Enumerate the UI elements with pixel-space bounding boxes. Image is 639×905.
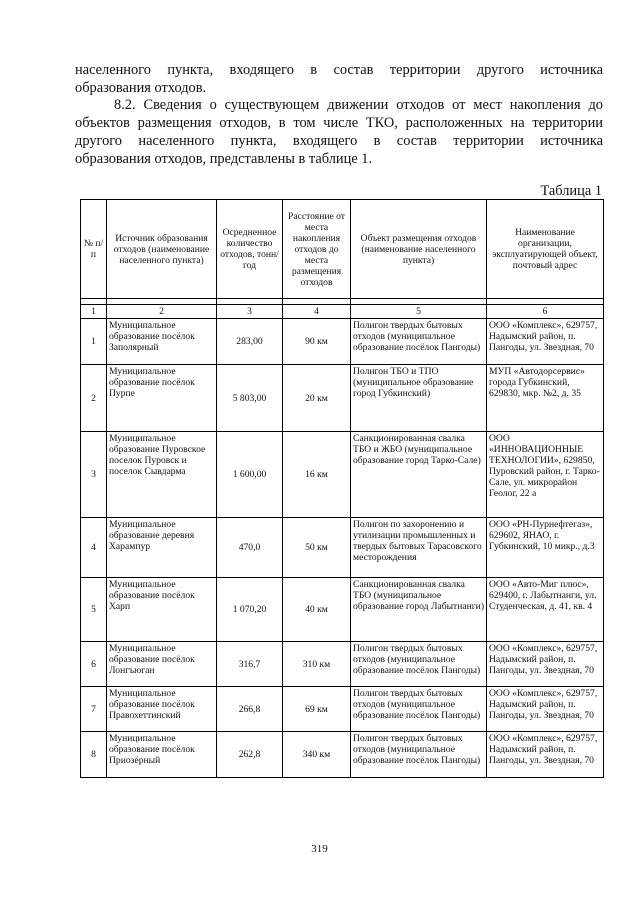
amount-cell: 262,8 (217, 732, 283, 778)
disposal-object-cell: Полигон твердых бытовых отходов (муниципальное образование посёлок Пангоды) (351, 642, 487, 687)
organization-cell: ООО «Комплекс», 629757, Надымский район, п. Пангоды, ул. Звездная, 70 (487, 732, 604, 778)
disposal-object-cell: Полигон твердых бытовых отходов (муниципальное образование посёлок Пангоды) (351, 319, 487, 365)
table-row (81, 732, 604, 778)
distance-cell: 20 км (283, 365, 351, 432)
amount-cell: 470,0 (217, 518, 283, 578)
header-cell: Осредненное количество отходов, тонн/год (217, 200, 283, 299)
disposal-object-cell: Полигон твердых бытовых отходов (муниципальное образование посёлок Пангоды) (351, 732, 487, 778)
header-cell: Объект размещения отходов (наименование населенного пункта) (351, 200, 487, 299)
table-row (81, 578, 604, 642)
paragraph-8-2 (75, 96, 603, 168)
organization-cell: ООО «Комплекс», 629757, Надымский район, п. Пангоды, ул. Звездная, 70 (487, 319, 604, 365)
amount-cell: 266,8 (217, 687, 283, 732)
row-number-cell: 2 (81, 365, 107, 432)
row-number-cell: 1 (81, 319, 107, 365)
header-cell: № п/п (81, 200, 107, 299)
header-cell: Расстояние от места накопления отходов до места размещения отходов (283, 200, 351, 299)
disposal-object-cell: Полигон твердых бытовых отходов (муниципальное образование посёлок Пангоды) (351, 687, 487, 732)
text-line: населенного пункта, входящего в состав территории другого источника (75, 62, 603, 78)
organization-cell: МУП «Автодорсервис» города Губкинский, 629830, мкр. №2, д. 35 (487, 365, 604, 432)
source-cell: Муниципальное образование Пуровское поселок Пуровск и поселок Сывдарма (107, 432, 217, 518)
row-number-cell: 3 (81, 432, 107, 518)
row-number-cell: 6 (81, 642, 107, 687)
column-number: 3 (217, 305, 283, 319)
column-number: 5 (351, 305, 487, 319)
paragraph-continuation (75, 61, 603, 97)
organization-cell: ООО «Авто-Миг плюс», 629400, г. Лабытнанги, ул. Студенческая, д. 41, кв. 4 (487, 578, 604, 642)
column-number-row (81, 305, 604, 319)
page-number: 319 (311, 843, 328, 855)
row-number-cell: 4 (81, 518, 107, 578)
amount-cell: 1 070,20 (217, 578, 283, 642)
distance-cell: 69 км (283, 687, 351, 732)
distance-cell: 16 км (283, 432, 351, 518)
table-row (81, 432, 604, 518)
distance-cell: 310 км (283, 642, 351, 687)
distance-cell: 40 км (283, 578, 351, 642)
waste-movement-table (80, 199, 604, 778)
column-number: 2 (107, 305, 217, 319)
source-cell: Муниципальное образование посёлок Лонгъюган (107, 642, 217, 687)
source-cell: Муниципальное образование посёлок Заполярный (107, 319, 217, 365)
amount-cell: 1 600,00 (217, 432, 283, 518)
text-line: образования отходов. (75, 80, 207, 96)
column-number: 4 (283, 305, 351, 319)
table-header-row (81, 200, 604, 299)
amount-cell: 316,7 (217, 642, 283, 687)
table-row (81, 642, 604, 687)
column-number: 1 (81, 305, 107, 319)
table-row (81, 687, 604, 732)
source-cell: Муниципальное образование посёлок Приозёрный (107, 732, 217, 778)
distance-cell: 50 км (283, 518, 351, 578)
disposal-object-cell: Полигон по захоронению и утилизации промышленных и твердых бытовых Тарасовского месторождения (351, 518, 487, 578)
disposal-object-cell: Полигон ТБО и ТПО (муниципальное образование город Губкинский) (351, 365, 487, 432)
organization-cell: ООО «РН-Пурнефтегаз», 629602, ЯНАО, г. Губкинский, 10 микр., д.3 (487, 518, 604, 578)
table-row (81, 518, 604, 578)
source-cell: Муниципальное образование посёлок Харп (107, 578, 217, 642)
text-line: другого населенного пункта, входящего в состав территории источника (75, 133, 603, 149)
header-cell: Наименование организации, эксплуатирующей объект, почтовый адрес (487, 200, 604, 299)
disposal-object-cell: Санкционированная свалка ТБО (муниципальное образование город Лабытнанги) (351, 578, 487, 642)
source-cell: Муниципальное образование посёлок Правохеттинский (107, 687, 217, 732)
text-line: 8.2. Сведения о существующем движении отходов от мест накопления до (114, 97, 603, 113)
organization-cell: ООО «Комплекс», 629757, Надымский район, п. Пангоды, ул. Звездная, 70 (487, 687, 604, 732)
row-number-cell: 8 (81, 732, 107, 778)
table-row (81, 365, 604, 432)
table-caption: Таблица 1 (540, 183, 602, 199)
disposal-object-cell: Санкционированная свалка ТБО и ЖБО (муниципальное образование город Тарко-Сале) (351, 432, 487, 518)
text-line: объектов размещения отходов, в том числе ТКО, расположенных на территории (75, 115, 603, 131)
distance-cell: 340 км (283, 732, 351, 778)
row-number-cell: 7 (81, 687, 107, 732)
organization-cell: ООО «ИННОВАЦИОННЫЕ ТЕХНОЛОГИИ», 629850, Пуровский район, г. Тарко-Сале, ул. микрорайон Геолог, 22 а (487, 432, 604, 518)
header-cell: Источник образования отходов (наименование населенного пункта) (107, 200, 217, 299)
column-number: 6 (487, 305, 604, 319)
source-cell: Муниципальное образование посёлок Пурпе (107, 365, 217, 432)
text-line: образования отходов, представлены в таблице 1. (75, 151, 373, 167)
organization-cell: ООО «Комплекс», 629757, Надымский район, п. Пангоды, ул. Звездная, 70 (487, 642, 604, 687)
distance-cell: 90 км (283, 319, 351, 365)
amount-cell: 5 803,00 (217, 365, 283, 432)
amount-cell: 283,00 (217, 319, 283, 365)
source-cell: Муниципальное образование деревня Харампур (107, 518, 217, 578)
table-row (81, 319, 604, 365)
row-number-cell: 5 (81, 578, 107, 642)
